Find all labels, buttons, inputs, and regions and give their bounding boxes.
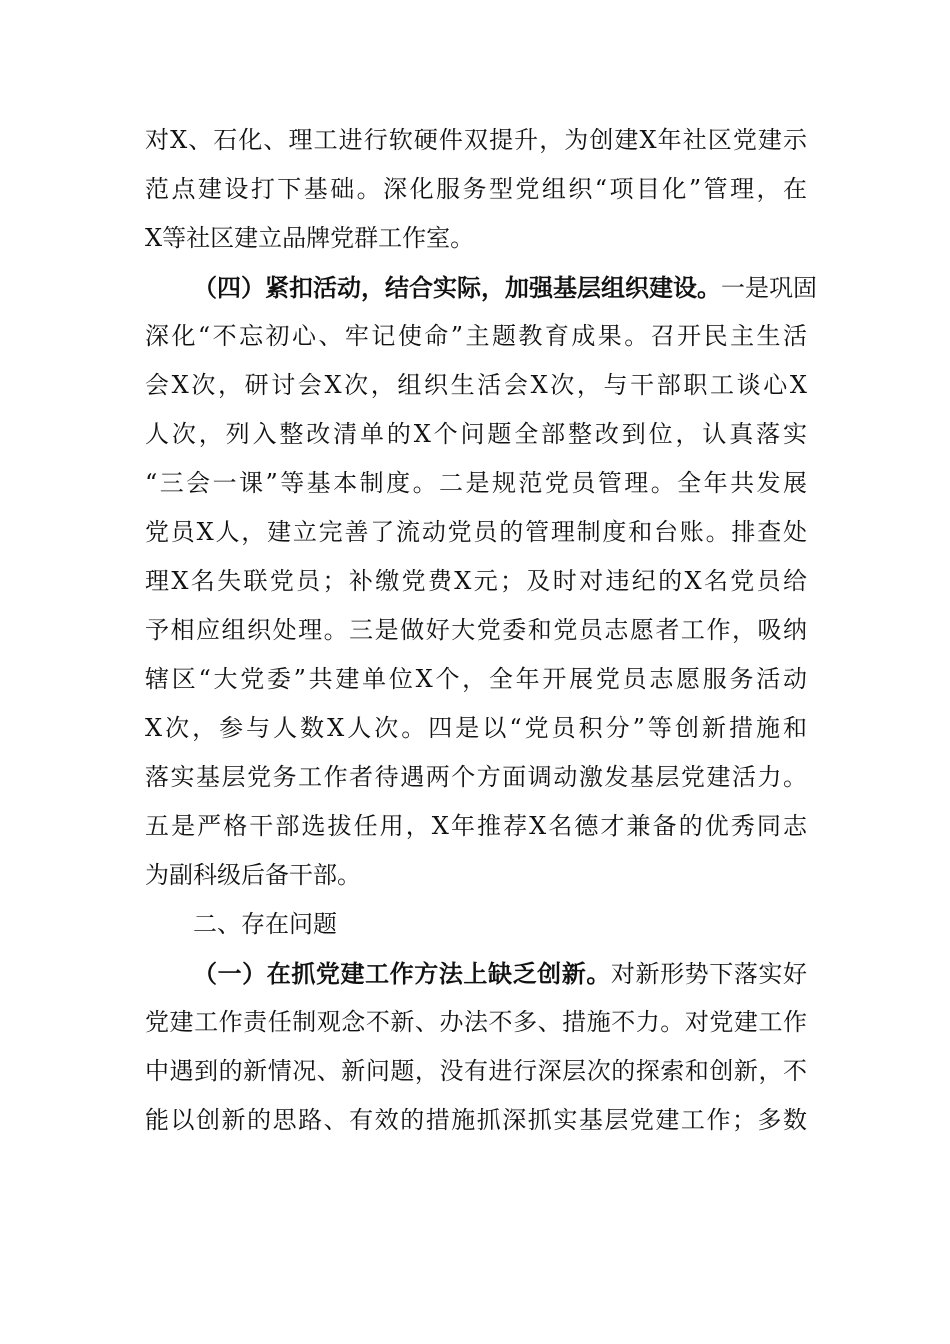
- paragraph-line: 辖区“大党委”共建单位X个，全年开展党员志愿服务活动: [145, 665, 807, 693]
- paragraph-line: 能以创新的思路、有效的措施抓深抓实基层党建工作；多数: [145, 1106, 807, 1134]
- paragraph-2: [145, 263, 817, 900]
- paragraph-line: 会X次，研讨会X次，组织生活会X次，与干部职工谈心X: [145, 371, 807, 399]
- paragraph-line: 落实基层党务工作者待遇两个方面调动激发基层党建活力。: [145, 763, 807, 791]
- paragraph-line: 党员X人，建立完善了流动党员的管理制度和台账。排查处: [145, 518, 807, 546]
- paragraph-1: [145, 116, 807, 263]
- paragraph-line: 予相应组织处理。三是做好大党委和党员志愿者工作，吸纳: [145, 616, 807, 644]
- paragraph-line: 理X名失联党员；补缴党费X元；及时对违纪的X名党员给: [145, 567, 807, 595]
- paragraph-line: 中遇到的新情况、新问题，没有进行深层次的探索和创新，不: [145, 1057, 807, 1085]
- paragraph-line: X次，参与人数X人次。四是以“党员积分”等创新措施和: [145, 714, 807, 742]
- paragraph-text: 一是巩固: [721, 274, 817, 302]
- paragraph-line: X等社区建立品牌党群工作室。: [145, 224, 475, 252]
- paragraph-line: 范点建设打下基础。深化服务型党组织“项目化”管理，在: [145, 175, 807, 203]
- paragraph-line: 五是严格干部选拔任用，X年推荐X名德才兼备的优秀同志: [145, 812, 807, 840]
- paragraph-heading: （四）紧扣活动，结合实际，加强基层组织建设。: [193, 273, 721, 302]
- document-body: [145, 116, 817, 1145]
- section-heading: 二、存在问题: [193, 910, 337, 938]
- paragraph-first-line: [145, 949, 807, 998]
- paragraph-heading: （一）在抓党建工作方法上缺乏创新。: [193, 959, 611, 988]
- paragraph-3: [145, 949, 807, 1145]
- paragraph-line: “三会一课”等基本制度。二是规范党员管理。全年共发展: [145, 469, 807, 497]
- paragraph-line: 党建工作责任制观念不新、办法不多、措施不力。对党建工作: [145, 1008, 807, 1036]
- paragraph-first-line: [145, 263, 817, 312]
- paragraph-line: 人次，列入整改清单的X个问题全部整改到位，认真落实: [145, 420, 807, 448]
- paragraph-line: 对X、石化、理工进行软硬件双提升，为创建X年社区党建示: [145, 126, 807, 154]
- paragraph-text: 对新形势下落实好: [610, 960, 808, 988]
- paragraph-line: 为副科级后备干部。: [145, 861, 361, 889]
- paragraph-line: 深化“不忘初心、牢记使命”主题教育成果。召开民主生活: [145, 322, 807, 350]
